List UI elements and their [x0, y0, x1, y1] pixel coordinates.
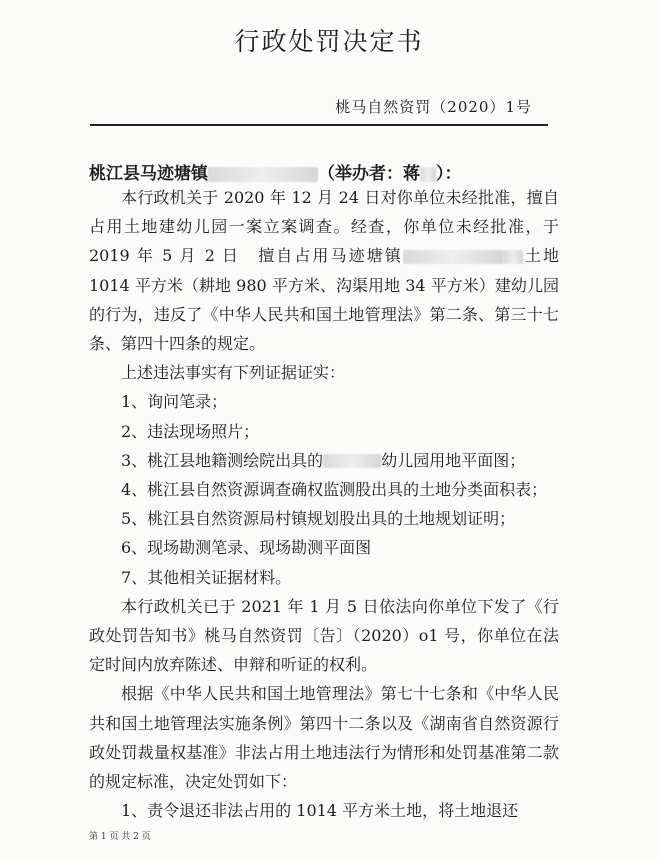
decision-item: 1、责令退还非法占用的 1014 平方米土地，将土地退还 [121, 801, 519, 821]
paragraph: 根据《中华人民共和国土地管理法》第七十七条和《中华人民共和国土地管理法实施条例》第四十二条以及《湖南省自然资源行政处罚裁量权基准》非法占用土地违法行为情形和处罚基准第二款的规定标准，决定处罚如下： [89, 684, 559, 792]
text-line: 土地 1014 平方米（耕地 980 平方米、沟渠用地 34 平方米） [89, 246, 559, 295]
redacted-block [503, 250, 523, 264]
evidence-item: 1、询问笔录； [121, 392, 228, 412]
evidence-item: 6、现场勘测笔录、现场勘测平面图 [121, 538, 372, 558]
addressee-prefix: 桃江县马迹塘镇 [89, 164, 208, 184]
text-span: 3、桃江县地籍测绘院出具的 [121, 450, 324, 470]
redacted-block [403, 250, 503, 264]
text-line: 二条、第三十七条、第四十四条的规定。 [89, 304, 559, 354]
document-number: 桃马自然资罚（2020）1号 [335, 98, 532, 116]
redacted-block [420, 167, 436, 182]
header-divider [90, 124, 548, 126]
addressee-suffix: ）： [436, 164, 462, 184]
addressee-middle: （举办者：蒋 [318, 164, 420, 184]
paragraph: 上述违法事实有下列证据证实： [121, 363, 346, 383]
text-line: 准，于 2019 年 5 月 2 日 擅自占用马迹塘镇 [89, 217, 575, 266]
paragraph: 本行政机关已于 2021 年 1 月 5 日依法向你单位下发了《行政处罚告知书》桃马自然资罚〔告〕（2020）o1 号，你单位在法定时间内放弃陈述、申辩和听证的权利。 [89, 596, 559, 675]
evidence-item: 2、违法现场照片； [121, 421, 260, 441]
evidence-item: 5、桃江县自然资源局村镇规划股出具的土地规划证明； [121, 509, 516, 529]
text-line: 本行政机关于 2020 年 12 月 24 日对你单位未经批准， [121, 188, 527, 207]
text-line: 建幼儿园的行为，违反了《中华人民共和国土地管理法》第 [89, 275, 559, 324]
redacted-block [208, 167, 318, 182]
document-body [89, 183, 575, 825]
evidence-item: 4、桃江县自然资源调查确权监测股出具的土地分类面积表； [121, 480, 548, 500]
document-title: 行政处罚决定书 [234, 27, 424, 56]
redacted-block [323, 454, 381, 468]
text-line: 擅自占用土地建幼儿园一案立案调查。经查，你单位未经批 [89, 188, 559, 237]
page-footer: 第 1 页 共 2 页 [89, 832, 151, 842]
evidence-item: 7、其他相关证据材料。 [121, 567, 292, 587]
evidence-item [89, 446, 559, 475]
addressee-line [89, 159, 559, 184]
paragraph [89, 183, 575, 358]
text-span: 幼儿园用地平面图； [381, 450, 526, 470]
